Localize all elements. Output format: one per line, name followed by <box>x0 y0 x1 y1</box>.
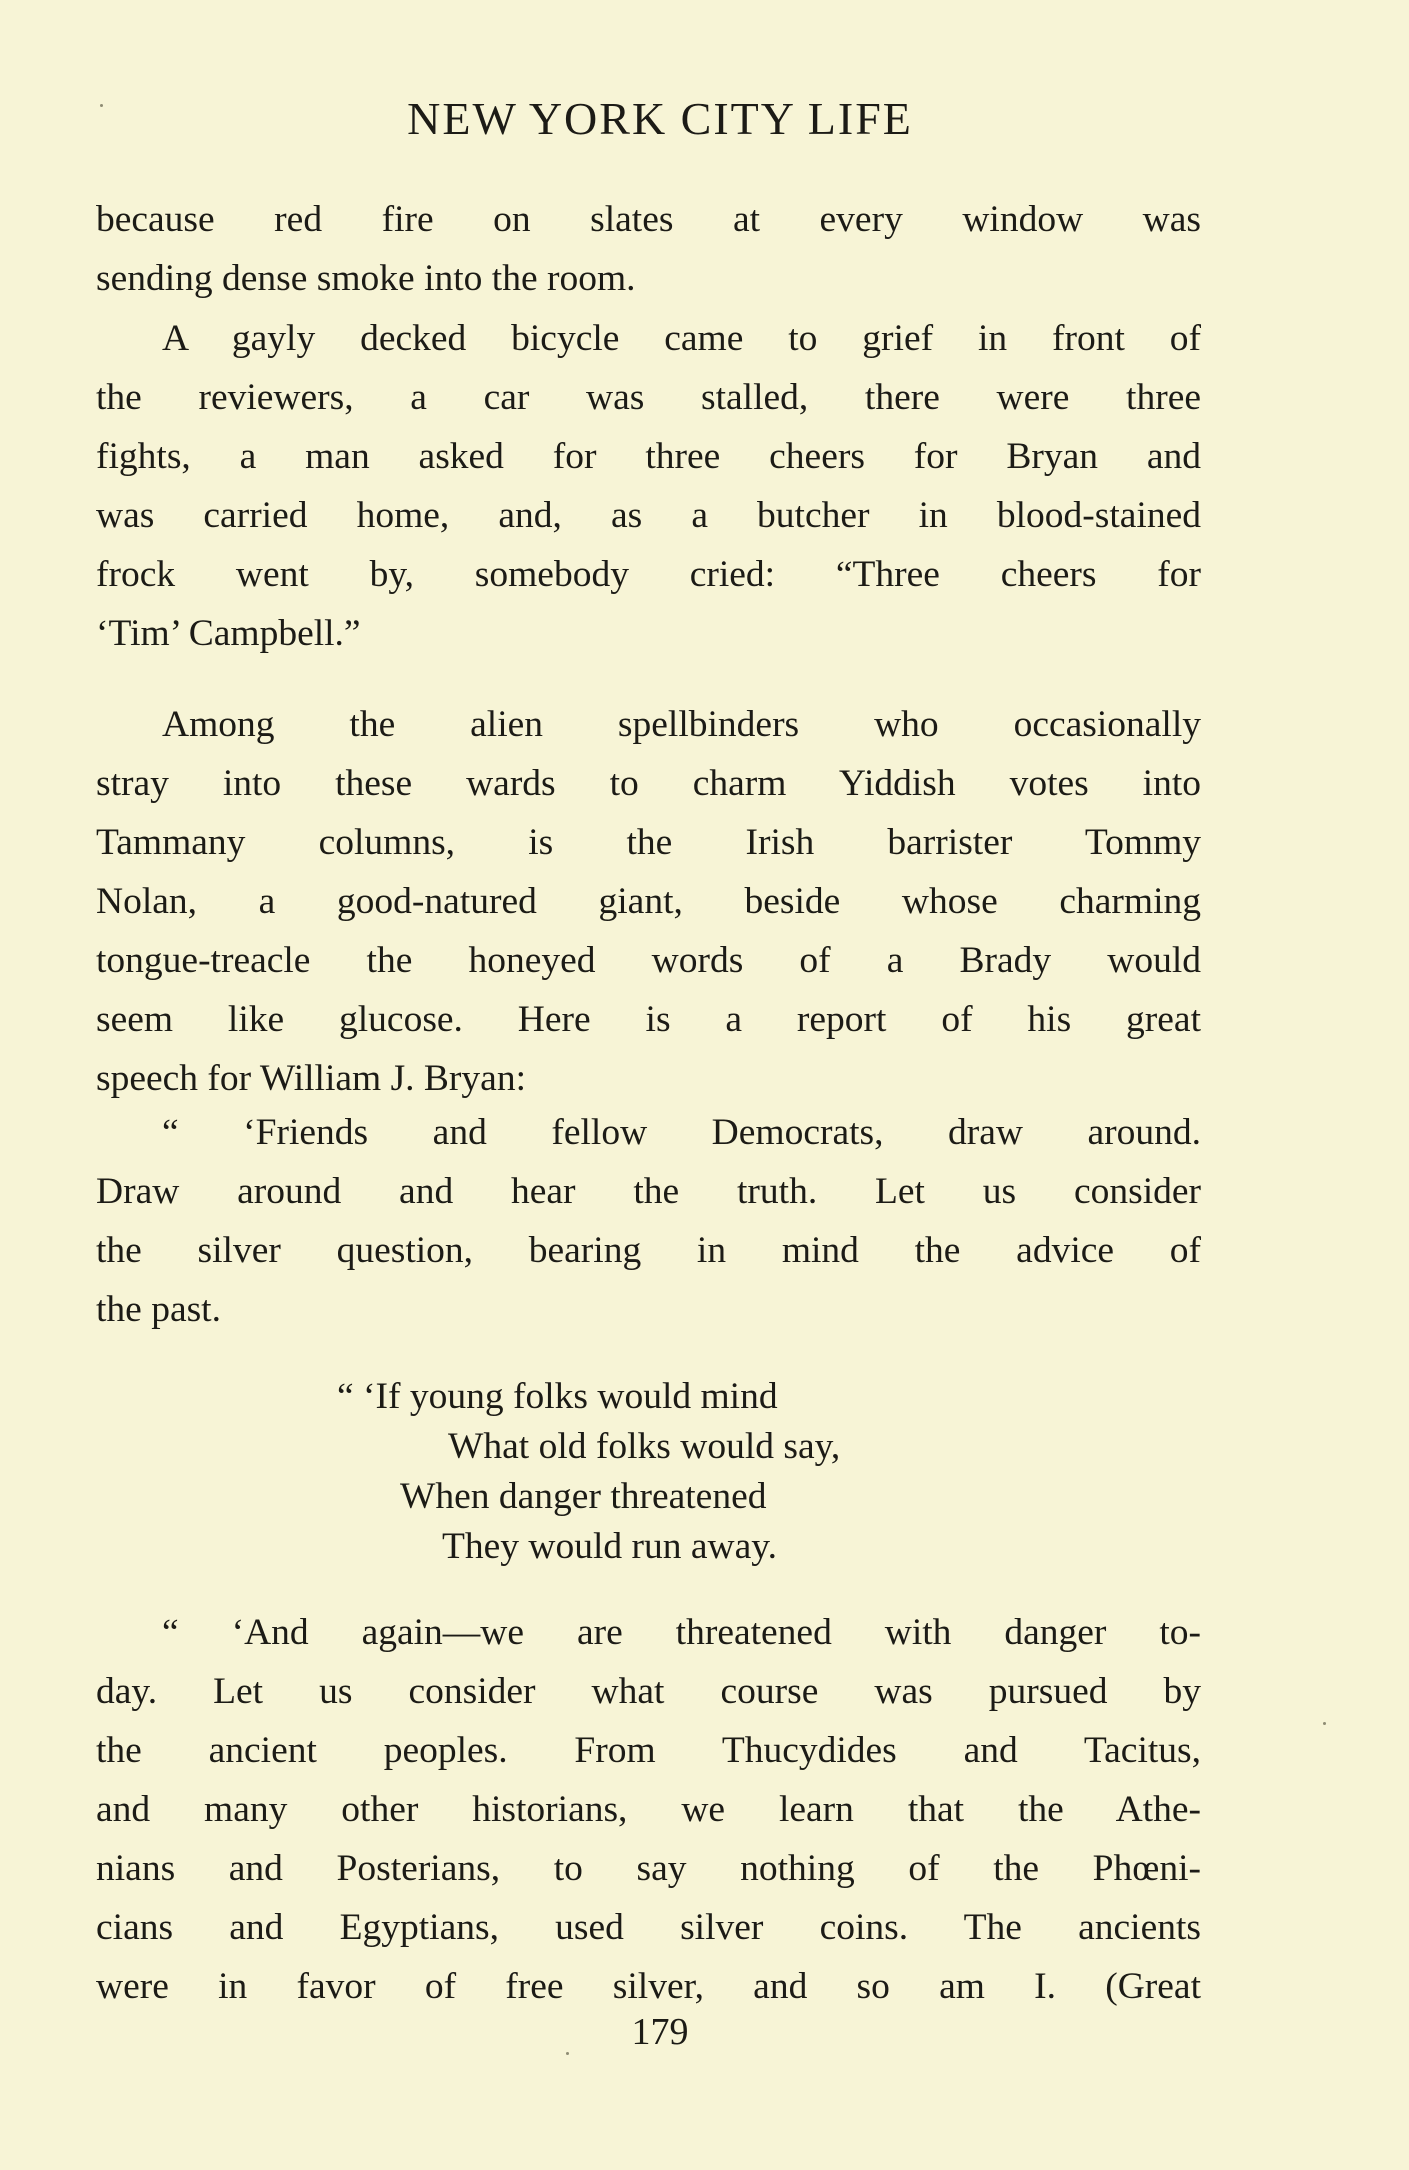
text-line: cians and Egyptians, used silver coins. The ancients <box>96 1907 1201 1948</box>
text-line: because red fire on slates at every window was <box>96 199 1201 240</box>
verse-line: “ ‘If young folks would mind <box>337 1376 778 1417</box>
text-line: seem like glucose. Here is a report of his great <box>96 999 1201 1040</box>
paper-speck <box>566 2052 569 2055</box>
text-line: Nolan, a good-natured giant, beside whose charming <box>96 881 1201 922</box>
paragraph-1 <box>96 190 1201 308</box>
text-line: Draw around and hear the truth. Let us consider <box>96 1171 1201 1212</box>
paper-speck <box>100 104 103 107</box>
text-line: nians and Posterians, to say nothing of the Phœni- <box>96 1848 1201 1889</box>
verse-line: They would run away. <box>442 1526 777 1567</box>
text-line: “ ‘Friends and fellow Democrats, draw around. <box>162 1112 1201 1153</box>
text-line: Among the alien spellbinders who occasionally <box>162 704 1201 745</box>
text-line: the reviewers, a car was stalled, there were three <box>96 377 1201 418</box>
paragraph-5 <box>96 1603 1201 2016</box>
verse-line: What old folks would say, <box>448 1426 841 1467</box>
text-line: A gayly decked bicycle came to grief in front of <box>162 318 1201 359</box>
text-line: ‘Tim’ Campbell.” <box>96 613 361 654</box>
text-line: sending dense smoke into the room. <box>96 258 636 299</box>
page-number: 179 <box>631 2011 689 2053</box>
paragraph-4 <box>96 1103 1201 1339</box>
text-line: was carried home, and, as a butcher in blood-stained <box>96 495 1201 536</box>
text-line: the silver question, bearing in mind the advice of <box>96 1230 1201 1271</box>
running-title: NEW YORK CITY LIFE <box>407 93 913 144</box>
text-line: the ancient peoples. From Thucydides and Tacitus, <box>96 1730 1201 1771</box>
text-line: were in favor of free silver, and so am I. (Great <box>96 1966 1201 2007</box>
text-line: speech for William J. Bryan: <box>96 1058 526 1099</box>
text-line: “ ‘And again—we are threatened with danger to- <box>162 1612 1201 1653</box>
text-line: stray into these wards to charm Yiddish votes into <box>96 763 1201 804</box>
text-line: Tammany columns, is the Irish barrister Tommy <box>96 822 1201 863</box>
paragraph-3 <box>96 695 1201 1108</box>
paper-speck <box>1323 1722 1326 1725</box>
verse-line: When danger threatened <box>400 1476 767 1517</box>
text-line: and many other historians, we learn that the Athe- <box>96 1789 1201 1830</box>
text-line: day. Let us consider what course was pursued by <box>96 1671 1201 1712</box>
paragraph-2 <box>96 309 1201 663</box>
text-line: frock went by, somebody cried: “Three cheers for <box>96 554 1201 595</box>
text-line: the past. <box>96 1289 221 1330</box>
text-line: tongue-treacle the honeyed words of a Brady would <box>96 940 1201 981</box>
text-line: fights, a man asked for three cheers for Bryan and <box>96 436 1201 477</box>
